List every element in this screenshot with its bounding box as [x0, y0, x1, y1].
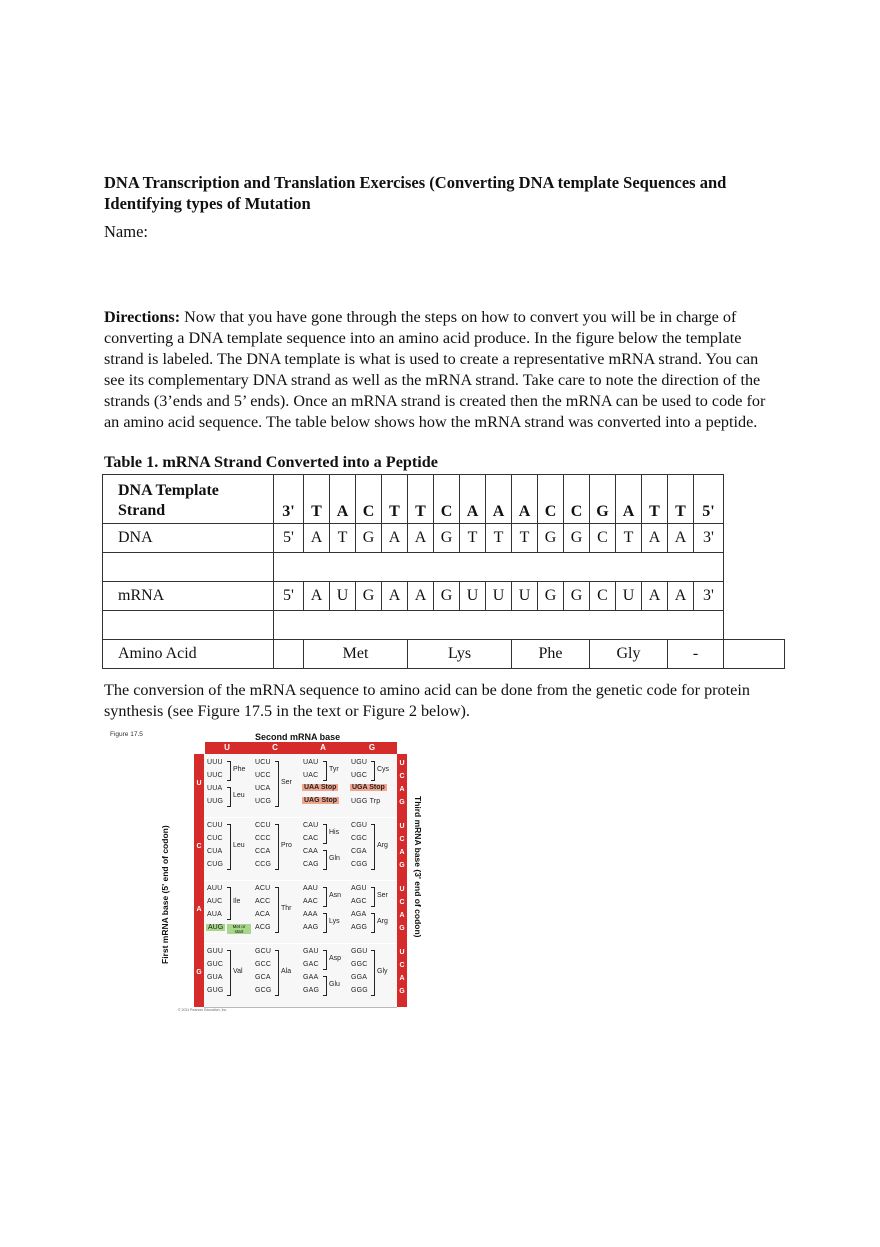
- dna-cell: T: [486, 524, 512, 553]
- codon: ACA: [255, 911, 270, 918]
- codon: GCC: [255, 961, 272, 968]
- third-base-letter: A: [399, 912, 405, 919]
- spacer-row: [103, 611, 785, 640]
- codon: ACU: [255, 885, 271, 892]
- codon: AUC: [207, 898, 223, 905]
- codon: GAG: [303, 987, 320, 994]
- second-base-label: Second mRNA base: [255, 732, 341, 742]
- codon: CGC: [351, 835, 368, 842]
- mrna-cell: G: [434, 582, 460, 611]
- codon: AAG: [303, 924, 319, 931]
- template-cell: C: [564, 475, 590, 524]
- amino-acid-label: Amino Acid: [103, 640, 274, 669]
- codon: ACG: [255, 924, 271, 931]
- bracket: [227, 887, 231, 920]
- codon: UCU: [255, 759, 271, 766]
- codon: CCG: [255, 861, 272, 868]
- codon: UGG Trp: [351, 798, 381, 805]
- codon: CCA: [255, 848, 271, 855]
- codon: GUA: [207, 974, 223, 981]
- spacer-row: [103, 553, 785, 582]
- amino-acid-cell: Phe: [512, 640, 590, 669]
- third-base-letter: U: [399, 886, 405, 893]
- dna-cell: A: [668, 524, 694, 553]
- dna-cell: A: [304, 524, 330, 553]
- amino-acid: Asp: [329, 955, 342, 962]
- codon: CAG: [303, 861, 319, 868]
- amino-cell-empty: [274, 640, 304, 669]
- bracket: [227, 950, 231, 996]
- bracket: [275, 824, 279, 870]
- grid-divider: [204, 943, 397, 944]
- template-cell: A: [512, 475, 538, 524]
- codon: UAU: [303, 759, 319, 766]
- dna-cell: T: [460, 524, 486, 553]
- dna-cell: G: [538, 524, 564, 553]
- second-base-letter: G: [368, 743, 376, 752]
- genetic-code-figure: [110, 730, 440, 1020]
- bracket: [227, 824, 231, 870]
- codon: UGU: [351, 759, 368, 766]
- third-base-letter: A: [399, 786, 405, 793]
- codon: UCA: [255, 785, 271, 792]
- codon: CAU: [303, 822, 319, 829]
- codon: AUA: [207, 911, 222, 918]
- codon: GGC: [351, 961, 368, 968]
- mrna-cell: U: [486, 582, 512, 611]
- codon: GAU: [303, 948, 319, 955]
- mrna-cell: U: [330, 582, 356, 611]
- amino-acid: Arg: [377, 918, 388, 925]
- codon: GAC: [303, 961, 319, 968]
- start-codon: AUG: [208, 924, 224, 931]
- amino-acid-cell: Lys: [408, 640, 512, 669]
- third-base-letter: G: [399, 862, 405, 869]
- bracket: [371, 950, 375, 996]
- amino-acid: Leu: [233, 842, 245, 849]
- start-note: Met or start: [227, 924, 251, 934]
- codon: AGG: [351, 924, 368, 931]
- directions-label: Directions:: [104, 308, 181, 326]
- template-row: [103, 475, 785, 524]
- bracket: [275, 761, 279, 807]
- bracket: [323, 887, 327, 907]
- spacer-cell: [103, 553, 274, 582]
- bracket: [323, 913, 327, 933]
- spacer-cell: [274, 553, 724, 582]
- template-cell: C: [538, 475, 564, 524]
- codon: CUC: [207, 835, 223, 842]
- third-base-label: Third mRNA base (3' end of codon): [413, 796, 423, 938]
- third-base-letter: A: [399, 849, 405, 856]
- bracket: [371, 913, 375, 933]
- table-caption: Table 1. mRNA Strand Converted into a Peptide: [104, 453, 438, 471]
- bracket: [275, 887, 279, 933]
- template-cell: T: [304, 475, 330, 524]
- mrna-cell: U: [512, 582, 538, 611]
- bracket: [323, 976, 327, 996]
- first-base-letter: G: [196, 969, 202, 976]
- codon: GCU: [255, 948, 272, 955]
- dna-cell: A: [408, 524, 434, 553]
- dna-cell: T: [512, 524, 538, 553]
- codon: CCU: [255, 822, 271, 829]
- mrna-cell: 5': [274, 582, 304, 611]
- amino-acid: Leu: [233, 792, 245, 799]
- spacer-cell: [103, 611, 274, 640]
- template-label: DNA Template Strand: [103, 475, 274, 524]
- third-base-letter: C: [399, 899, 405, 906]
- figure-copyright: © 2011 Pearson Education, Inc.: [178, 1008, 228, 1012]
- template-cell: T: [642, 475, 668, 524]
- template-cell: G: [590, 475, 616, 524]
- codon: GUC: [207, 961, 224, 968]
- template-cell: T: [668, 475, 694, 524]
- codon: AAA: [303, 911, 318, 918]
- bracket: [371, 761, 375, 781]
- bracket: [227, 761, 231, 781]
- peptide-table: [102, 474, 785, 669]
- directions-text: Now that you have gone through the steps on how to convert you will be in charge of converting a DNA template sequence into an amino acid produce. In the figure below the template strand is labeled. The DNA template is what is used to create a representative mRNA strand. You can see its complementary DNA strand as well as the mRNA strand. Take care to note the direction of the strands (3’ends and 5’ ends). Once an mRNA strand is created then the mRNA can be used to code for an amino acid sequence. The table below shows how the mRNA strand was converted into a peptide.: [104, 308, 766, 431]
- codon: UCG: [255, 798, 272, 805]
- figure-label: Figure 17.5: [110, 731, 143, 738]
- amino-acid: His: [329, 829, 340, 836]
- template-cell: C: [356, 475, 382, 524]
- codon: UGC: [351, 772, 368, 779]
- directions-paragraph: [104, 307, 774, 433]
- dna-cell: C: [590, 524, 616, 553]
- amino-acid-cell: Gly: [590, 640, 668, 669]
- dna-row: [103, 524, 785, 553]
- bracket: [323, 850, 327, 870]
- stop-codon: UGA Stop: [352, 784, 385, 791]
- codon: CGA: [351, 848, 367, 855]
- codon: GUG: [207, 987, 224, 994]
- codon: GGU: [351, 948, 368, 955]
- codon: GCG: [255, 987, 272, 994]
- third-base-letter: C: [399, 962, 405, 969]
- amino-acid: Ser: [377, 892, 388, 899]
- third-base-letter: C: [399, 836, 405, 843]
- third-base-letter: A: [399, 975, 405, 982]
- amino-acid: Gln: [329, 855, 340, 862]
- amino-acid: Ile: [233, 898, 241, 905]
- mrna-cell: 3': [694, 582, 724, 611]
- codon: CAA: [303, 848, 318, 855]
- second-base-letter: U: [224, 743, 230, 752]
- name-label: Name:: [104, 222, 148, 241]
- template-cell: 5': [694, 475, 724, 524]
- stop-codon: UAG Stop: [304, 797, 338, 804]
- bracket: [371, 887, 375, 907]
- template-cell: A: [616, 475, 642, 524]
- codon: GCA: [255, 974, 271, 981]
- second-base-letter: A: [320, 743, 326, 752]
- bracket: [275, 950, 279, 996]
- codon: GGA: [351, 974, 368, 981]
- codon: CCC: [255, 835, 271, 842]
- third-base-letter: U: [399, 760, 405, 767]
- first-base-letter: C: [196, 843, 202, 850]
- dna-cell: T: [616, 524, 642, 553]
- third-base-letter: G: [399, 925, 405, 932]
- codon: UUU: [207, 759, 223, 766]
- mrna-cell: U: [616, 582, 642, 611]
- second-base-letter: C: [272, 743, 278, 752]
- mrna-cell: A: [304, 582, 330, 611]
- dna-cell: G: [564, 524, 590, 553]
- dna-cell: A: [642, 524, 668, 553]
- amino-acid: Arg: [377, 842, 388, 849]
- third-base-letter: G: [399, 799, 405, 806]
- document-title: DNA Transcription and Translation Exercises (Converting DNA template Sequences and Identifying types of Mutation: [104, 173, 727, 213]
- dna-cell: 5': [274, 524, 304, 553]
- first-base-letter: U: [196, 780, 202, 787]
- codon: GAA: [303, 974, 319, 981]
- codon: UUG: [207, 798, 224, 805]
- mrna-cell: A: [382, 582, 408, 611]
- mrna-cell: G: [356, 582, 382, 611]
- codon: UUC: [207, 772, 223, 779]
- codon: AAC: [303, 898, 318, 905]
- amino-cell-empty: [724, 640, 785, 669]
- template-cell: T: [408, 475, 434, 524]
- dna-cell: G: [434, 524, 460, 553]
- bracket: [227, 787, 231, 807]
- codon: AAU: [303, 885, 318, 892]
- mrna-cell: A: [642, 582, 668, 611]
- dna-cell: A: [382, 524, 408, 553]
- template-cell: A: [460, 475, 486, 524]
- mrna-label: mRNA: [103, 582, 274, 611]
- codon: AUU: [207, 885, 223, 892]
- amino-acid-cell: -: [668, 640, 724, 669]
- mrna-row: [103, 582, 785, 611]
- third-base-letter: U: [399, 823, 405, 830]
- dna-cell: 3': [694, 524, 724, 553]
- template-cell: A: [486, 475, 512, 524]
- first-base-letter: A: [196, 906, 202, 913]
- grid-divider: [204, 817, 397, 818]
- mrna-cell: A: [668, 582, 694, 611]
- mrna-cell: U: [460, 582, 486, 611]
- third-base-letter: C: [399, 773, 405, 780]
- amino-acid: Val: [233, 968, 243, 975]
- codon: AGU: [351, 885, 367, 892]
- amino-acid-row: [103, 640, 785, 669]
- amino-acid: Lys: [329, 918, 340, 925]
- codon: UUA: [207, 785, 223, 792]
- codon: CGU: [351, 822, 368, 829]
- spacer-cell: [274, 611, 724, 640]
- bracket: [323, 950, 327, 970]
- codon: GGG: [351, 987, 368, 994]
- bracket: [323, 761, 327, 781]
- amino-acid: Ser: [281, 779, 292, 786]
- dna-cell: G: [356, 524, 382, 553]
- mrna-cell: C: [590, 582, 616, 611]
- codon: CUA: [207, 848, 223, 855]
- codon: UAC: [303, 772, 319, 779]
- amino-acid-cell: Met: [304, 640, 408, 669]
- bracket: [371, 824, 375, 870]
- first-base-label: First mRNA base (5' end of codon): [160, 825, 170, 964]
- grid-divider: [204, 880, 397, 881]
- mrna-cell: G: [538, 582, 564, 611]
- bracket: [323, 824, 327, 844]
- template-cell: 3': [274, 475, 304, 524]
- amino-acid: Phe: [233, 766, 246, 773]
- codon-grid: [204, 754, 397, 1008]
- dna-cell: T: [330, 524, 356, 553]
- template-cell: T: [382, 475, 408, 524]
- third-base-letter: U: [399, 949, 405, 956]
- stop-codon: UAA Stop: [304, 784, 337, 791]
- template-cell: A: [330, 475, 356, 524]
- amino-acid: Tyr: [329, 766, 339, 773]
- amino-acid: Ala: [281, 968, 292, 975]
- dna-label: DNA: [103, 524, 274, 553]
- mrna-cell: A: [408, 582, 434, 611]
- codon: CAC: [303, 835, 319, 842]
- amino-acid: Thr: [281, 905, 292, 912]
- codon: GUU: [207, 948, 224, 955]
- codon: UCC: [255, 772, 271, 779]
- codon: AGC: [351, 898, 367, 905]
- codon: CUU: [207, 822, 223, 829]
- codon: CUG: [207, 861, 224, 868]
- amino-acid: Asn: [329, 892, 342, 899]
- amino-acid: Gly: [377, 968, 388, 975]
- codon: AGA: [351, 911, 367, 918]
- third-base-letter: G: [399, 988, 405, 995]
- amino-acid: Cys: [377, 766, 390, 773]
- codon: CGG: [351, 861, 368, 868]
- amino-acid: Pro: [281, 842, 292, 849]
- amino-acid: Glu: [329, 981, 340, 988]
- codon: ACC: [255, 898, 271, 905]
- template-cell: C: [434, 475, 460, 524]
- mrna-cell: G: [564, 582, 590, 611]
- conversion-paragraph: The conversion of the mRNA sequence to amino acid can be done from the genetic code for protein synthesis (see Figure 17.5 in the text or Figure 2 below).: [104, 681, 750, 720]
